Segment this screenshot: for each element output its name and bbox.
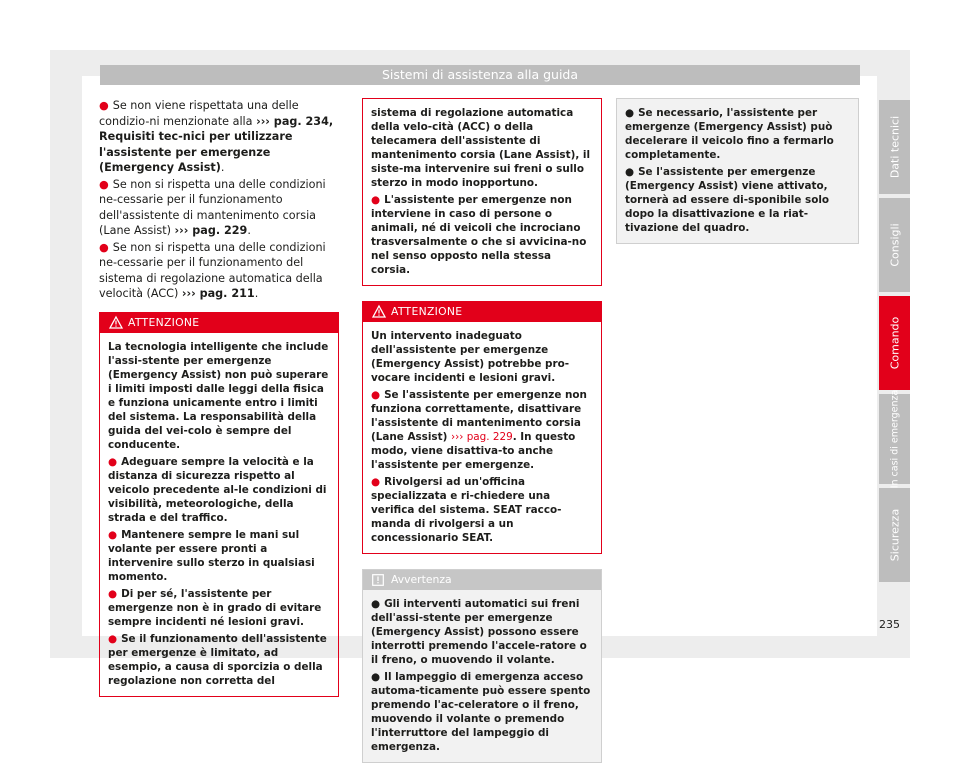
tab-in-casi-di-emergenza[interactable]: In casi di emergenza: [879, 394, 910, 484]
bullet-icon: ●: [108, 632, 118, 645]
warning-triangle-icon: [372, 305, 386, 318]
warning-header: ATTENZIONE: [363, 302, 601, 322]
note-icon: [372, 574, 384, 586]
bullet-icon: ●: [371, 671, 381, 683]
note-body: ● Se necessario, l'assistente per emergenze (Emergency Assist) può decelerare il veicolo fino a fermarlo completamente. ● Se l'assistente per emergenze (Emergency Assist) viene attivato, tornerà ad essere di-sponibile solo dopo la disattivazione e la riat-tivazione del quadro.: [625, 107, 834, 234]
note-box-continued: [616, 98, 859, 244]
section-header: Sistemi di assistenza alla guida: [100, 65, 860, 85]
warning-box: [99, 312, 339, 697]
bullet-icon: ●: [99, 177, 109, 191]
column-1: [99, 98, 339, 697]
bullet-icon: ●: [371, 389, 381, 401]
bullet-icon: ●: [371, 598, 381, 610]
note-body: ● Gli interventi automatici sui freni dell'assi-stente per emergenze (Emergency Assist) possono essere interrotti premendo l'accele-ratore o il freno, o muovendo il volante. ● Il lampeggio di emergenza acceso automa-ticamente può essere spento premendo l'ac-celeratore o il freno, muovendo il volante o premendo l'interruttore del lampeggio di emergenza.: [371, 598, 591, 753]
bullet-icon: ●: [108, 587, 118, 600]
bullet-icon: ●: [625, 166, 635, 178]
condition-paragraph: ● Se non si rispetta una delle condizioni ne-cessarie per il funzionamento dell'assistente di mantenimento corsia (Lane Assist) ››› pag. 229.: [99, 177, 326, 237]
condition-paragraph: ● Se non viene rispettata una delle condizio-ni menzionate alla ››› pag. 234, Requisiti tec-nici per utilizzare l'assistente per emergenze (Emergency Assist).: [99, 99, 334, 174]
column-3: [616, 98, 859, 244]
tab-comando[interactable]: Comando: [879, 296, 910, 390]
tab-sicurezza[interactable]: Sicurezza: [879, 488, 910, 582]
column-2: [362, 98, 602, 763]
tab-dati-tecnici[interactable]: Dati tecnici: [879, 100, 910, 194]
bullet-icon: ●: [371, 476, 381, 488]
bullet-icon: ●: [371, 194, 381, 206]
bullet-icon: ●: [99, 99, 109, 112]
warning-body: sistema di regolazione automatica della velo-cità (ACC) o della telecamera dell'assistente di mantenimento corsia (Lane Assist), il siste-ma intervenire sui freni o sullo sterzo in modo inopportuno. ● L'assistente per emergenze non interviene in caso di persone o animali, né di veicoli che incrociano trasversalmente o che si avvicina-no nel senso opposto nella stessa corsia.: [371, 107, 591, 276]
page-number: 235: [879, 618, 900, 631]
page-reference-link[interactable]: ››› pag. 211: [181, 287, 255, 300]
note-box: [362, 569, 602, 763]
note-header: Avvertenza: [363, 570, 601, 590]
warning-body: La tecnologia intelligente che include l'assi-stente per emergenze (Emergency Assist) non può superare i limiti imposti dalle leggi della fisica e funziona unicamente entro i limiti del sistema. La responsabilità della guida del vei-colo è sempre del conducente. ● Adeguare sempre la velocità e la distanza di sicurezza rispetto al veicolo precedente al-le condizioni di visibilità, meteorologiche, della strada e del traffico. ● Mantenere sempre le mani sul volante per essere pronti a intervenire sullo sterzo in qualsiasi momento. ● Di per sé, l'assistente per emergenze non è in grado di evitare sempre incidenti né lesioni gravi. ● Se il funzionamento dell'assistente per emergenze è limitato, ad esempio, a causa di sporcizia o della regolazione non corretta del: [108, 340, 329, 687]
bullet-icon: ●: [625, 107, 635, 119]
page-reference-link[interactable]: ››› pag. 229: [174, 224, 248, 237]
bullet-icon: ●: [108, 528, 118, 541]
bullet-icon: ●: [99, 240, 109, 254]
page-reference-link[interactable]: ››› pag. 229: [450, 431, 513, 443]
chapter-tabs: [879, 100, 910, 586]
warning-box: [362, 301, 602, 554]
warning-triangle-icon: [109, 316, 123, 329]
warning-box-continued: [362, 98, 602, 286]
warning-body: Un intervento inadeguato dell'assistente per emergenze (Emergency Assist) potrebbe pro-vocare incidenti e lesioni gravi. ● Se l'assistente per emergenze non funziona correttamente, disattivare l'assistente di mantenimento corsia (Lane Assist) ››› pag. 229. In questo modo, viene disattiva-to anche l'assistente per emergenze. ● Rivolgersi ad un'officina specializzata e ri-chiedere una verifica del sistema. SEAT racco-manda di rivolgersi a un concessionario SEAT.: [371, 330, 587, 544]
warning-header: ATTENZIONE: [100, 313, 338, 333]
page-reference-link[interactable]: ››› pag. 234, Requisiti tec-nici per utilizzare l'assistente per emergenze (Emergency Assist): [99, 114, 334, 174]
condition-paragraph: ● Se non si rispetta una delle condizioni ne-cessarie per il funzionamento del sistema di regolazione automatica della velocità (ACC) ››› pag. 211.: [99, 240, 326, 300]
bullet-icon: ●: [108, 455, 118, 468]
tab-consigli[interactable]: Consigli: [879, 198, 910, 292]
